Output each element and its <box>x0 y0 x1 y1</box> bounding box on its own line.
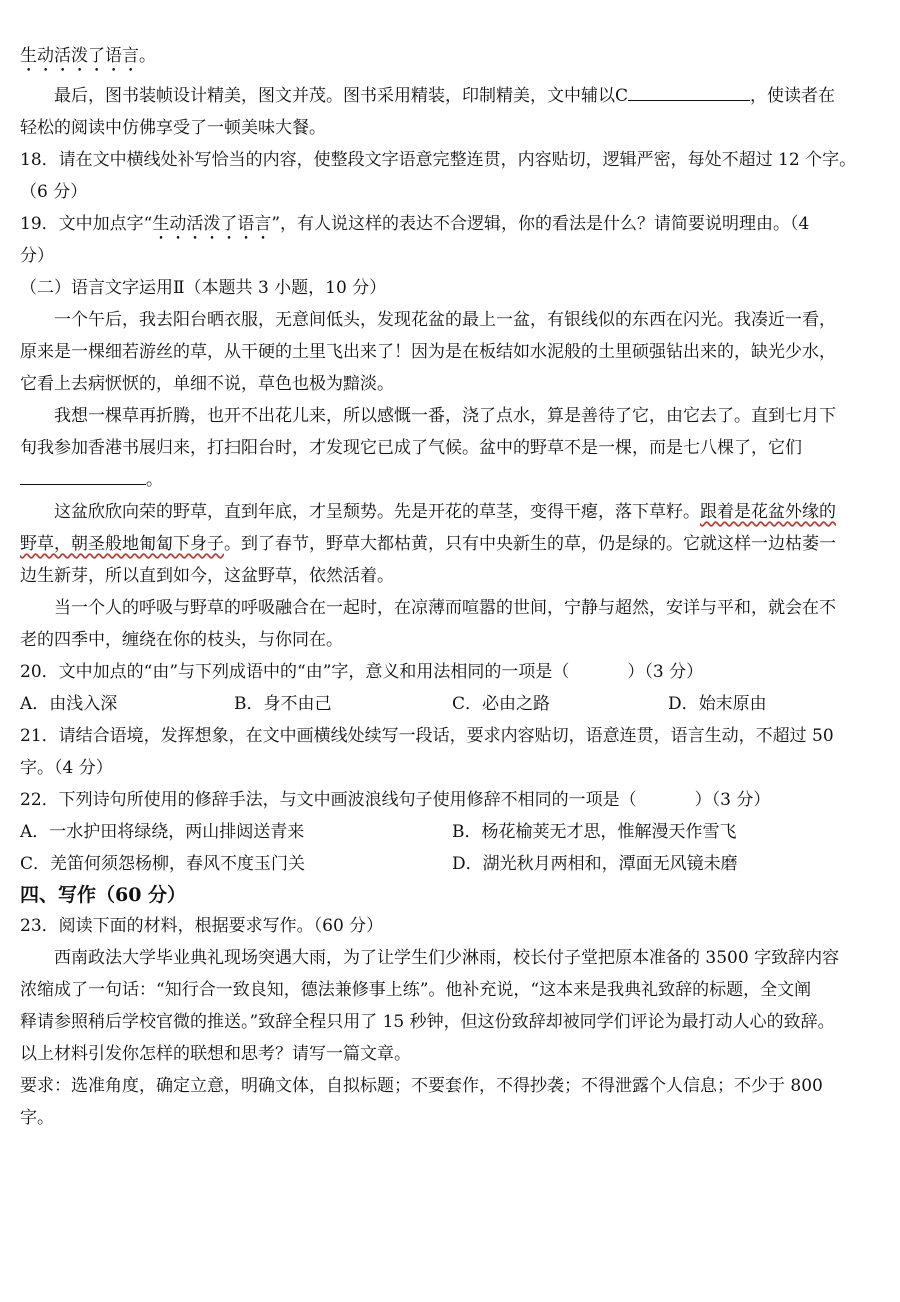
q18-line1: 18．请在文中横线处补写恰当的内容，使整段文字语意完整连贯，内容贴切，逻辑严密，每处不超过 12 个字。 <box>20 150 857 170</box>
q23-stem: 23．阅读下面的材料，根据要求写作。（60 分） <box>20 916 384 936</box>
dotted-phrase: 生动活泼了语言 <box>20 46 139 66</box>
passage-p1-l2: 原来是一棵细若游丝的草，从干硬的土里飞出来了！因为是在板结如水泥般的土里硕强钻出来的，缺光少水， <box>20 342 836 362</box>
q21-line1: 21．请结合语境，发挥想象，在文中画横线处续写一段话，要求内容贴切，语意连贯，语言生动，不超过 50 <box>20 726 834 746</box>
q22-option-d[interactable]: D．湖光秋月两相和，潭面无风镜未磨 <box>452 854 738 874</box>
wavy-sentence-part2: 野草，朝圣般地匍匐下身子 <box>20 534 224 554</box>
q22-options-row2 <box>20 848 878 880</box>
q19-line2: 分） <box>20 246 54 266</box>
q22-option-b[interactable]: B．杨花榆荚无才思，惟解漫天作雪飞 <box>452 822 737 842</box>
wavy-sentence-part1: 跟着是花盆外缘的 <box>700 502 836 522</box>
answer-blank-c[interactable] <box>628 84 750 101</box>
intro-tail: 。 <box>139 46 156 66</box>
q18-line2: （6 分） <box>20 182 88 202</box>
q20-stem: 20．文中加点的“由”与下列成语中的“由”字，意义和用法相同的一项是（ ）（3 分） <box>20 662 704 682</box>
material-l3: 释请参照稍后学校官微的推送。”致辞全程只用了 15 秒钟，但这份致辞却被同学们评论为最打动人心的致辞。 <box>20 1012 835 1032</box>
final-para-line2: 轻松的阅读中仿佛享受了一顿美味大餐。 <box>20 118 326 138</box>
material-l4: 以上材料引发你怎样的联想和思考？请写一篇文章。 <box>20 1044 411 1064</box>
material-l2: 浓缩成了一句话：“知行合一致良知，德法兼修事上练”。他补充说，“这本来是我典礼致辞的标题，全文阐 <box>20 980 812 1000</box>
passage-p3-l2: 野草，朝圣般地匍匐下身子。到了春节，野草大都枯黄，只有中央新生的草，仍是绿的。它就这样一边枯萎一 <box>20 534 836 554</box>
requirements-l2: 字。 <box>20 1108 54 1128</box>
q20-options <box>20 688 878 720</box>
passage-p4-l2: 老的四季中，缠绕在你的枝头，与你同在。 <box>20 630 343 650</box>
q22-option-c[interactable]: C．羌笛何须怨杨柳，春风不度玉门关 <box>20 854 306 874</box>
q20-option-c[interactable]: C．必由之路 <box>452 694 551 714</box>
answer-blank-continue[interactable] <box>20 468 146 485</box>
q19-line1: 19．文中加点字“生动活泼了语言”，有人说这样的表达不合逻辑，你的看法是什么？请简要说明理由。（4 <box>20 214 810 234</box>
intro-line <box>20 40 156 72</box>
q21-line2: 字。（4 分） <box>20 758 113 778</box>
q19-dotted-phrase: 生动活泼了语言 <box>152 214 272 234</box>
q22-option-a[interactable]: A．一水护田将绿绕，两山排闼送青来 <box>20 822 305 842</box>
passage-p1-l3: 它看上去病恹恹的，单细不说，草色也极为黯淡。 <box>20 374 394 394</box>
passage-p2-l3: 。 <box>20 464 878 496</box>
q22-stem: 22．下列诗句所使用的修辞手法，与文中画波浪线句子使用修辞不相同的一项是（ ）（3 分） <box>20 790 771 810</box>
material-l1: 西南政法大学毕业典礼现场突遇大雨，为了让学生们少淋雨，校长付子堂把原本准备的 3500 字致辞内容 <box>54 948 840 968</box>
q20-option-d[interactable]: D．始末原由 <box>668 694 767 714</box>
final-para-line1: 最后，图书装帧设计精美，图文并茂。图书采用精装，印制精美，文中辅以C ，使读者在 <box>54 86 836 106</box>
passage-p1-l1: 一个午后，我去阳台晒衣服，无意间低头，发现花盆的最上一盆，有银线似的东西在闪光。我凑近一看， <box>54 310 836 330</box>
passage-p3-l3: 边生新芽，所以直到如今，这盆野草，依然活着。 <box>20 566 394 586</box>
q20-option-a[interactable]: A．由浅入深 <box>20 694 118 714</box>
writing-heading: 四、写作（60 分） <box>20 884 187 906</box>
section2-heading: （二）语言文字运用Ⅱ（本题共 3 小题，10 分） <box>20 278 387 298</box>
q22-options-row1 <box>20 816 878 848</box>
passage-p2-l2: 旬我参加香港书展归来，打扫阳台时，才发现它已成了气候。盆中的野草不是一棵，而是七八棵了，它们 <box>20 438 802 458</box>
requirements-l1: 要求：选准角度，确定立意，明确文体，自拟标题；不要套作，不得抄袭；不得泄露个人信息；不少于 800 <box>20 1076 823 1096</box>
passage-p2-l1: 我想一棵草再折腾，也开不出花儿来，所以感慨一番，浇了点水，算是善待了它，由它去了。直到七月下 <box>54 406 836 426</box>
passage-p4-l1: 当一个人的呼吸与野草的呼吸融合在一起时，在凉薄而喧嚣的世间，宁静与超然，安详与平和，就会在不 <box>54 598 836 618</box>
exam-page <box>20 80 878 1134</box>
passage-p3-l1: 这盆欣欣向荣的野草，直到年底，才呈颓势。先是开花的草茎，变得干瘪，落下草籽。跟着是花盆外缘的 <box>54 502 836 522</box>
q20-option-b[interactable]: B．身不由己 <box>234 694 332 714</box>
